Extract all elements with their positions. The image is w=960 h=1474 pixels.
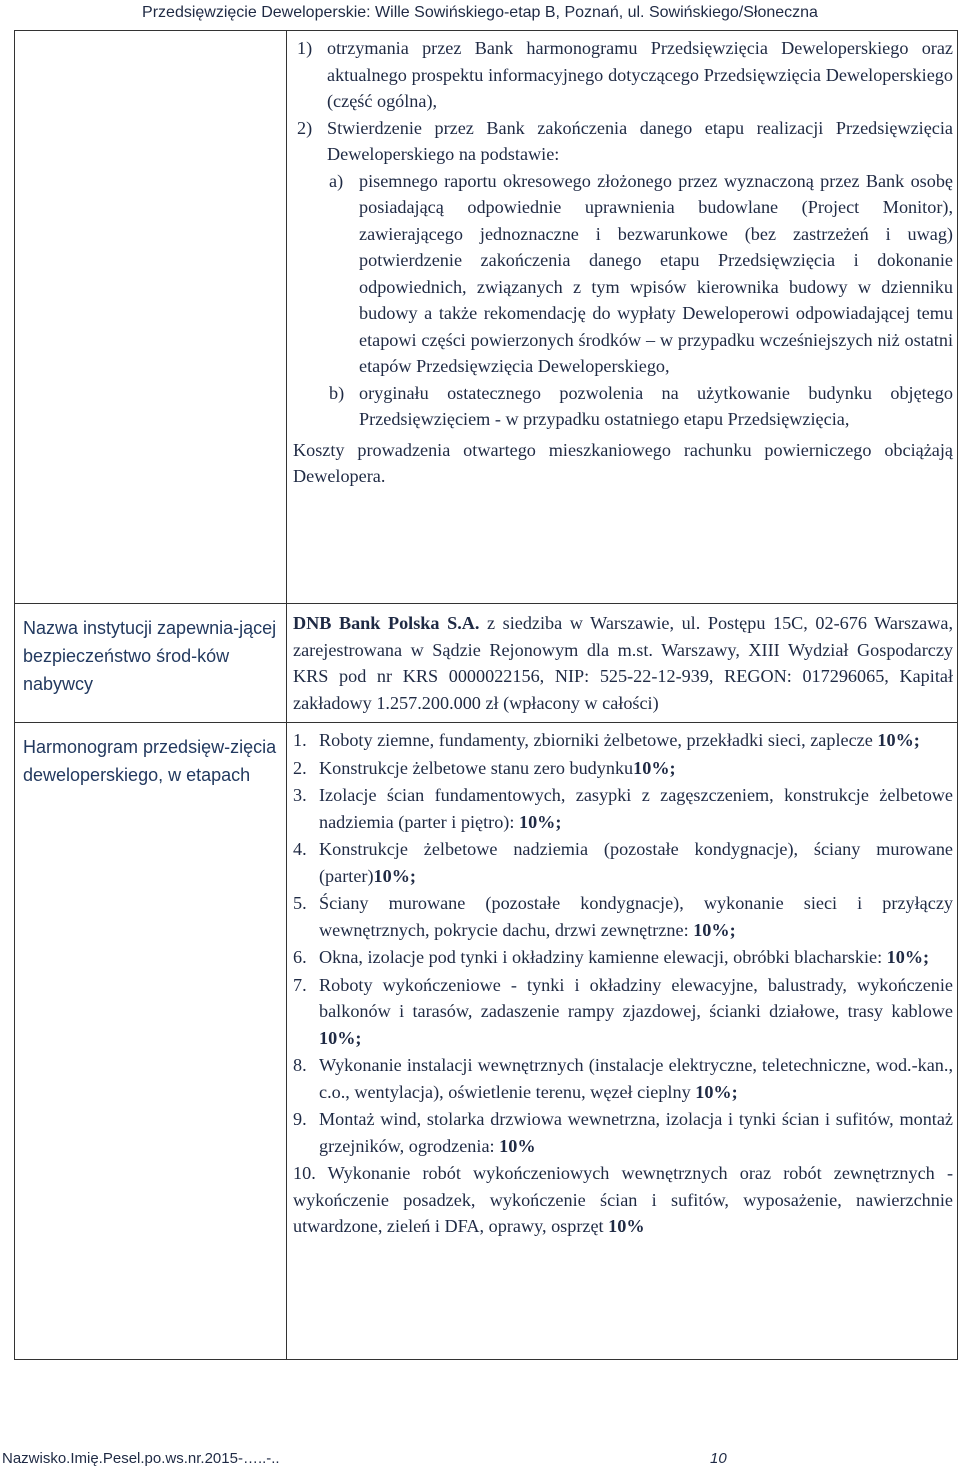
page-footer	[2, 1450, 960, 1467]
schedule-item-10	[293, 1160, 953, 1240]
item-label: Ściany murowane (pozostałe kondygnacje), wykonanie sieci i przyłączy wewnętrznych, pokrycie dachu, drzwi zewnętrzne:	[319, 893, 953, 940]
info-table	[14, 30, 958, 1360]
conditions-row	[15, 31, 958, 604]
item-label: Wykonanie instalacji wewnętrznych (instalacje elektryczne, teletechniczne, wod.-kan., c.o., wentylacja), oświetlenie terenu, węzeł cieplny	[319, 1055, 953, 1102]
item-percent: 10%;	[886, 947, 930, 967]
schedule-item	[293, 782, 953, 835]
schedule-item	[293, 727, 953, 754]
bank-label: Nazwa instytucji zapewnia-jącej bezpieczeństwo środ-ków nabywcy	[15, 604, 287, 723]
item-label: Izolacje ścian fundamentowych, zasypki z zagęszczeniem, konstrukcje żelbetowe nadziemia (parter i piętro):	[319, 785, 953, 832]
item-label: Roboty wykończeniowe - tynki i okładziny elewacyjne, balustrady, wykończenie balkonów i tarasów, zadaszenie rampy zjazdowej, ścianki działowe, trasy kablowe	[319, 974, 953, 1021]
item-text	[319, 782, 953, 835]
schedule-item	[293, 972, 953, 1052]
page-number: 10	[710, 1450, 727, 1467]
schedule-item	[293, 890, 953, 943]
item-number: b)	[329, 382, 345, 403]
item-label: Okna, izolacje pod tynki i okładziny kamienne elewacji, obróbki blacharskie:	[319, 947, 887, 967]
list-item	[329, 380, 953, 433]
item-text: otrzymania przez Bank harmonogramu Przedsięwzięcia Deweloperskiego oraz aktualnego prospektu informacyjnego dotyczącego Przedsięwzięcia Deweloperskiego (część ogólna),	[327, 38, 953, 111]
schedule-list	[293, 727, 953, 1159]
item-percent: 10%	[499, 1135, 536, 1156]
item-percent: 10%;	[693, 919, 736, 940]
bank-name: DNB Bank Polska S.A.	[293, 613, 480, 633]
conditions-label-cell	[15, 31, 287, 604]
schedule-item	[293, 944, 953, 971]
item-text: Stwierdzenie przez Bank zakończenia danego etapu realizacji Przedsięwzięcia Deweloperskiego na podstawie:	[327, 117, 953, 164]
item-percent: 10%;	[877, 730, 920, 750]
item-number: 2)	[297, 117, 313, 138]
item-text	[319, 890, 953, 943]
bank-details: z siedziba w Warszawie, ul. Postępu 15C, 02-676 Warszawa, zarejestrowana w Sądzie Rejonowym dla m.st. Warszawy, XIII Wydział Gospodarczy KRS pod nr KRS 0000022156, NIP: 525-22-12-939, REGON: 017296065, Kapitał zakładowy 1.257.200.000 zł (wpłacony w całości)	[293, 613, 953, 713]
item-number: 9.	[293, 1109, 307, 1129]
item-percent: 10%;	[633, 757, 676, 778]
item-number: 8.	[293, 1055, 307, 1075]
item-percent: 10%;	[518, 811, 562, 832]
item-label: Roboty ziemne, fundamenty, zbiorniki żelbetowe, przekładki sieci, zaplecze	[319, 730, 878, 750]
schedule-label: Harmonogram przedsięw-zięcia deweloperskiego, w etapach	[15, 723, 287, 1360]
item-text: oryginału ostatecznego pozwolenia na użytkowanie budynku objętego Przedsięwzięciem - w przypadku ostatniego etapu Przedsięwzięcia,	[359, 382, 953, 429]
list-item	[297, 35, 953, 115]
item-text: 10. Wykonanie robót wykończeniowych wewnętrznych oraz robót zewnętrznych -wykończenie posadzek, wykończenie ścian i sufitów, wyposażenie, nawierzchnie utwardzone, zieleń i DFA, oprawy, osprzęt	[293, 1163, 953, 1236]
item-text	[319, 972, 953, 1052]
schedule-item	[293, 1106, 953, 1159]
schedule-item	[293, 1052, 953, 1105]
item-text	[319, 944, 953, 971]
bank-value-cell	[287, 604, 958, 723]
item-number: 1.	[293, 730, 307, 750]
item-number: 7.	[293, 974, 307, 995]
schedule-value-cell	[287, 723, 958, 1360]
item-percent: 10%	[608, 1216, 645, 1236]
item-number: 5.	[293, 893, 307, 913]
document-header: Przedsięwzięcie Deweloperskie: Wille Sowińskiego-etap B, Poznań, ul. Sowińskiego/Słoneczna	[142, 4, 818, 21]
item-text	[319, 1052, 953, 1105]
item-percent: 10%;	[695, 1081, 738, 1102]
item-percent: 10%;	[319, 1027, 362, 1048]
item-text	[319, 727, 953, 754]
item-number: 1)	[297, 38, 313, 58]
cost-note: Koszty prowadzenia otwartego mieszkaniowego rachunku powierniczego obciążają Dewelopera.	[293, 439, 953, 486]
footer-id: Nazwisko.Imię.Pesel.po.ws.nr.2015-…..-..	[2, 1450, 280, 1467]
item-number: a)	[329, 170, 344, 191]
schedule-row	[15, 723, 958, 1360]
item-number: 2.	[293, 757, 307, 778]
item-number: 6.	[293, 947, 307, 967]
schedule-item	[293, 836, 953, 889]
item-text: pisemnego raportu okresowego złożonego przez wyznaczoną przez Bank osobę posiadającą odpowiednie uprawnienia budowlane (Project Monitor), zawierającego jednoznaczne i bezwarunkowe (bez zastrzeżeń i uwag) potwierdzenie zakończenia danego etapu Przedsięwzięcia i dokonanie odpowiednich, związanych z tym wpisów kierownika budowy w dzienniku budowy a także rekomendację do wypłaty Deweloperowi odpowiadającej temu etapowi części powierzonych środków – w przypadku wcześniejszych niż ostatni etapów Przedsięwzięcia Deweloperskiego,	[359, 170, 953, 376]
item-text	[319, 836, 953, 889]
schedule-item	[293, 755, 953, 782]
conditions-value-cell	[287, 31, 958, 604]
item-percent: 10%;	[373, 865, 416, 886]
item-number: 3.	[293, 785, 307, 805]
list-item	[297, 115, 953, 168]
item-label: Montaż wind, stolarka drzwiowa wewnetrzna, izolacja i tynki ścian i sufitów, montaż grzejników, ogrodzenia:	[319, 1109, 953, 1156]
item-label: Konstrukcje żelbetowe stanu zero budynku	[319, 757, 634, 778]
item-label: Konstrukcje żelbetowe nadziemia (pozostałe kondygnacje), ściany murowane (parter)	[319, 839, 953, 886]
item-number: 4.	[293, 839, 307, 859]
item-text	[319, 755, 953, 782]
list-item	[329, 168, 953, 380]
bank-row	[15, 604, 958, 723]
item-text	[319, 1106, 953, 1159]
